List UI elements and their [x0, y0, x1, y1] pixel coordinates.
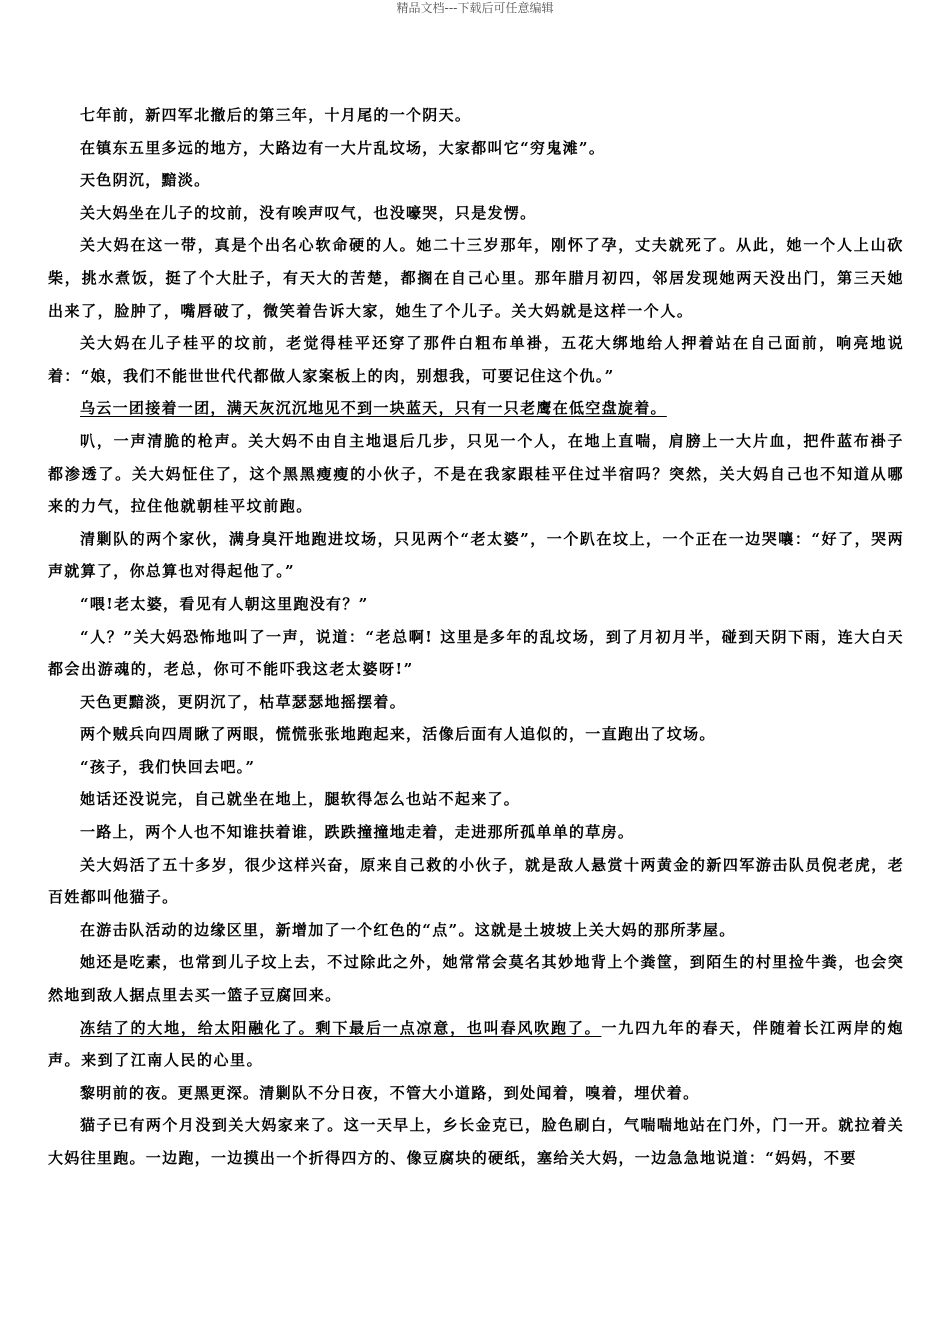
paragraph: 清剿队的两个家伙，满身臭汗地跑进坟场，只见两个“老太婆”，一个趴在坟上，一个正在一边哭嚷：“好了，哭两声就算了，你总算也对得起他了。”	[48, 529, 904, 581]
paragraph: 在游击队活动的边缘区里，新增加了一个红色的“点”。这就是土坡坡上关大妈的那所茅屋。	[80, 920, 736, 939]
paragraph: 关大妈在这一带，真是个出名心软命硬的人。她二十三岁那年，刚怀了孕，丈夫就死了。从此，她一个人上山砍柴，挑水煮饭，挺了个大肚子，有天大的苦楚，都搁在自己心里。那年腊月初四，邻居发现她两天没出门，第三天她出来了，脸肿了，嘴唇破了，微笑着告诉大家，她生了个儿子。关大妈就是这样一个人。	[48, 236, 904, 320]
paragraph: 关大妈坐在儿子的坟前，没有唉声叹气，也没嚎哭，只是发愣。	[80, 203, 537, 222]
paragraph: 猫子已有两个月没到关大妈家来了。这一天早上，乡长金克已，脸色刷白，气喘喘地站在门外，门一开。就拉着关大妈往里跑。一边跑，一边摸出一个折得四方的、像豆腐块的硬纸，塞给关大妈，一边急急地说道：“妈妈，不要	[48, 1116, 904, 1167]
paragraph: 一路上，两个人也不知谁扶着谁，跌跌撞撞地走着，走进那所孤单单的草房。	[80, 823, 635, 842]
paragraph: 天色更黯淡，更阴沉了，枯草瑟瑟地摇摆着。	[80, 692, 407, 711]
underlined-sentence: 乌云一团接着一团，满天灰沉沉地见不到一块蓝天，只有一只老鹰在低空盘旋着。	[80, 399, 667, 418]
paragraph: 她话还没说完，自己就坐在地上，腿软得怎么也站不起来了。	[80, 790, 521, 809]
paragraph: “喂!老太婆，看见有人朝这里跑没有？”	[80, 594, 369, 613]
paragraph: 七年前，新四军北撤后的第三年，十月尾的一个阴天。	[80, 106, 472, 124]
paragraph: 叭，一声清脆的枪声。关大妈不由自主地退后几步，只见一个人，在地上直喘，肩膀上一大片血，把件蓝布褂子都渗透了。关大妈怔住了，这个黑黑瘦瘦的小伙子，不是在我家跟桂平住过半宿吗？突然，关大妈自己也不知道从哪来的力气，拉住他就朝桂平坟前跑。	[48, 431, 904, 516]
paragraph: 黎明前的夜。更黑更深。清剿队不分日夜，不管大小道路，到处闻着，嗅着，埋伏着。	[80, 1083, 700, 1102]
paragraph-underlined	[48, 1012, 904, 1077]
paragraph: “孩子，我们快回去吧。”	[80, 757, 256, 776]
paragraph: 两个贼兵向四周瞅了两眼，慌慌张张地跑起来，活像后面有人追似的，一直跑出了坟场。	[80, 725, 716, 744]
underlined-sentence: 冻结了的大地，给太阳融化了。剩下最后一点凉意，也叫春风吹跑了。	[80, 1018, 602, 1037]
paragraph-underlined	[48, 392, 904, 425]
page-header: 精品文档---下载后可任意编辑	[396, 1, 554, 15]
paragraph-rest: 一九四九年的春天，伴随着长江两岸的炮声。来到了江南人民的心里。	[48, 1018, 905, 1070]
paragraph: 关大妈活了五十多岁，很少这样兴奋，原来自己救的小伙子，就是敌人悬赏十两黄金的新四军游击队员倪老虎，老百姓都叫他猫子。	[48, 855, 904, 907]
paragraph: 天色阴沉，黯淡。	[80, 171, 211, 190]
paragraph: 她还是吃素，也常到儿子坟上去，不过除此之外，她常常会莫名其妙地背上个粪筐，到陌生的村里捡牛粪，也会突然地到敌人据点里去买一篮子豆腐回来。	[48, 953, 904, 1005]
paragraph: 在镇东五里多远的地方，大路边有一大片乱坟场，大家都叫它“穷鬼滩”。	[80, 138, 606, 157]
paragraph: “人？”关大妈恐怖地叫了一声，说道：“老总啊! 这里是多年的乱坟场，到了月初月半，碰到天阴下雨，连大白天都会出游魂的，老总，你可不能吓我这老太婆呀!”	[48, 627, 904, 679]
paragraph: 关大妈在儿子桂平的坟前，老觉得桂平还穿了那件白粗布单褂，五花大绑地给人押着站在自己面前，响亮地说着：“娘，我们不能世世代代都做人家案板上的肉，别想我，可要记住这个仇。”	[48, 334, 904, 385]
document-body	[48, 99, 904, 1175]
